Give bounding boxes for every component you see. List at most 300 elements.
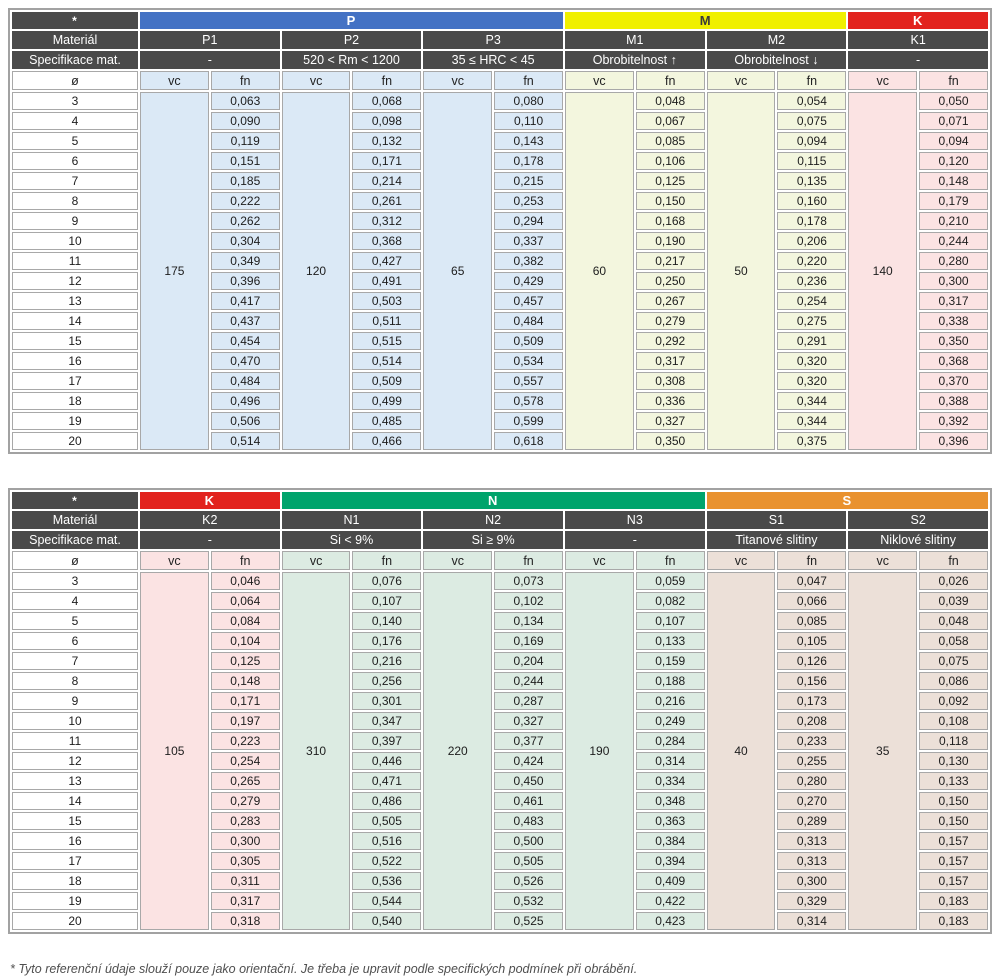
fn-value-P2-d8: 0,261 [352,192,421,210]
diameter-cell-19: 19 [12,892,138,910]
material-group-S2: S2 [848,511,988,529]
fn-value-S2-d9: 0,092 [919,692,988,710]
fn-value-K1-d12: 0,300 [919,272,988,290]
top-table [8,8,992,454]
vc-header-M1: vc [565,71,634,90]
fn-value-S2-d15: 0,150 [919,812,988,830]
fn-value-K2-d20: 0,318 [211,912,280,930]
fn-value-S1-d5: 0,085 [777,612,846,630]
fn-value-N3-d4: 0,082 [636,592,705,610]
diameter-cell-15: 15 [12,332,138,350]
fn-value-N2-d11: 0,377 [494,732,563,750]
fn-header-P3: fn [494,71,563,90]
fn-value-N1-d19: 0,544 [352,892,421,910]
fn-value-K1-d14: 0,338 [919,312,988,330]
fn-value-K2-d9: 0,171 [211,692,280,710]
fn-value-M1-d16: 0,317 [636,352,705,370]
fn-value-N1-d11: 0,397 [352,732,421,750]
diameter-cell-16: 16 [12,832,138,850]
material-group-M2: M2 [707,31,847,49]
diameter-cell-10: 10 [12,232,138,250]
diameter-cell-9: 9 [12,692,138,710]
fn-value-S2-d3: 0,026 [919,572,988,590]
corner-asterisk: * [12,12,138,29]
fn-value-K2-d12: 0,254 [211,752,280,770]
fn-value-M2-d7: 0,135 [777,172,846,190]
diameter-cell-4: 4 [12,112,138,130]
fn-value-N1-d5: 0,140 [352,612,421,630]
fn-value-M2-d14: 0,275 [777,312,846,330]
diameter-cell-12: 12 [12,752,138,770]
fn-value-P3-d12: 0,429 [494,272,563,290]
fn-value-S2-d12: 0,130 [919,752,988,770]
category-band-N: N [282,492,705,509]
fn-value-M2-d10: 0,206 [777,232,846,250]
vc-header-N1: vc [282,551,351,570]
fn-value-N1-d18: 0,536 [352,872,421,890]
fn-value-K2-d11: 0,223 [211,732,280,750]
fn-value-K1-d11: 0,280 [919,252,988,270]
diameter-cell-12: 12 [12,272,138,290]
fn-value-N2-d12: 0,424 [494,752,563,770]
fn-value-K2-d19: 0,317 [211,892,280,910]
fn-value-M1-d11: 0,217 [636,252,705,270]
fn-value-N2-d5: 0,134 [494,612,563,630]
fn-value-P2-d11: 0,427 [352,252,421,270]
fn-value-K2-d14: 0,279 [211,792,280,810]
material-group-P3: P3 [423,31,563,49]
fn-value-S1-d13: 0,280 [777,772,846,790]
fn-value-P3-d11: 0,382 [494,252,563,270]
vc-value-K1: 140 [848,92,917,450]
fn-header-K1: fn [919,71,988,90]
fn-value-S1-d14: 0,270 [777,792,846,810]
material-group-S1: S1 [707,511,847,529]
fn-value-P1-d20: 0,514 [211,432,280,450]
fn-value-P1-d16: 0,470 [211,352,280,370]
fn-value-P3-d10: 0,337 [494,232,563,250]
fn-value-M2-d18: 0,344 [777,392,846,410]
diameter-cell-8: 8 [12,192,138,210]
fn-value-K1-d4: 0,071 [919,112,988,130]
fn-value-N2-d8: 0,244 [494,672,563,690]
fn-value-N1-d17: 0,522 [352,852,421,870]
fn-value-N1-d4: 0,107 [352,592,421,610]
diameter-cell-5: 5 [12,612,138,630]
fn-value-N2-d10: 0,327 [494,712,563,730]
vc-header-S1: vc [707,551,776,570]
fn-value-N3-d13: 0,334 [636,772,705,790]
material-spec-M2: Obrobitelnost ↓ [707,51,847,69]
diameter-cell-18: 18 [12,392,138,410]
fn-value-S2-d8: 0,086 [919,672,988,690]
fn-value-M1-d9: 0,168 [636,212,705,230]
vc-value-K2: 105 [140,572,209,930]
fn-value-M2-d12: 0,236 [777,272,846,290]
fn-value-P2-d13: 0,503 [352,292,421,310]
fn-value-K1-d6: 0,120 [919,152,988,170]
fn-value-K2-d13: 0,265 [211,772,280,790]
diameter-cell-18: 18 [12,872,138,890]
fn-value-M2-d6: 0,115 [777,152,846,170]
fn-value-M1-d3: 0,048 [636,92,705,110]
fn-value-P2-d14: 0,511 [352,312,421,330]
fn-value-P3-d4: 0,110 [494,112,563,130]
fn-value-P1-d5: 0,119 [211,132,280,150]
bottom-table [8,488,992,934]
fn-value-M1-d7: 0,125 [636,172,705,190]
diameter-cell-17: 17 [12,852,138,870]
fn-value-P1-d10: 0,304 [211,232,280,250]
data-row-d3 [12,92,988,110]
fn-value-P2-d7: 0,214 [352,172,421,190]
fn-value-N2-d14: 0,461 [494,792,563,810]
fn-value-N3-d6: 0,133 [636,632,705,650]
fn-value-N3-d12: 0,314 [636,752,705,770]
fn-value-P3-d8: 0,253 [494,192,563,210]
fn-value-P2-d9: 0,312 [352,212,421,230]
fn-value-K2-d10: 0,197 [211,712,280,730]
vc-value-S2: 35 [848,572,917,930]
fn-value-K2-d4: 0,064 [211,592,280,610]
fn-value-P2-d12: 0,491 [352,272,421,290]
fn-value-P3-d5: 0,143 [494,132,563,150]
material-group-P1: P1 [140,31,280,49]
diameter-cell-8: 8 [12,672,138,690]
fn-value-N2-d4: 0,102 [494,592,563,610]
fn-value-M1-d19: 0,327 [636,412,705,430]
vc-header-N3: vc [565,551,634,570]
fn-value-P2-d18: 0,499 [352,392,421,410]
material-spec-K1: - [848,51,988,69]
material-spec-N3: - [565,531,705,549]
fn-value-N1-d12: 0,446 [352,752,421,770]
diameter-cell-6: 6 [12,152,138,170]
material-spec-S1: Titanové slitiny [707,531,847,549]
fn-value-S1-d11: 0,233 [777,732,846,750]
vc-value-P1: 175 [140,92,209,450]
fn-value-S2-d4: 0,039 [919,592,988,610]
fn-value-M2-d3: 0,054 [777,92,846,110]
material-group-K2: K2 [140,511,280,529]
material-row-label: Materiál [12,31,138,49]
category-band-P: P [140,12,563,29]
fn-value-M1-d6: 0,106 [636,152,705,170]
fn-value-N1-d9: 0,301 [352,692,421,710]
fn-value-M2-d8: 0,160 [777,192,846,210]
fn-value-M1-d10: 0,190 [636,232,705,250]
fn-value-N2-d18: 0,526 [494,872,563,890]
fn-value-N1-d7: 0,216 [352,652,421,670]
fn-value-N1-d15: 0,505 [352,812,421,830]
material-row-label: Materiál [12,511,138,529]
fn-value-K2-d5: 0,084 [211,612,280,630]
fn-value-P1-d6: 0,151 [211,152,280,170]
fn-value-M1-d5: 0,085 [636,132,705,150]
vc-header-P2: vc [282,71,351,90]
fn-value-K1-d16: 0,368 [919,352,988,370]
fn-value-S1-d16: 0,313 [777,832,846,850]
vc-value-M2: 50 [707,92,776,450]
fn-value-S1-d17: 0,313 [777,852,846,870]
fn-value-S1-d9: 0,173 [777,692,846,710]
diameter-cell-10: 10 [12,712,138,730]
fn-value-K2-d15: 0,283 [211,812,280,830]
fn-value-N3-d18: 0,409 [636,872,705,890]
diameter-cell-9: 9 [12,212,138,230]
fn-value-S1-d8: 0,156 [777,672,846,690]
diameter-cell-15: 15 [12,812,138,830]
fn-value-S2-d19: 0,183 [919,892,988,910]
fn-value-S1-d18: 0,300 [777,872,846,890]
fn-value-P2-d6: 0,171 [352,152,421,170]
fn-value-N3-d9: 0,216 [636,692,705,710]
material-spec-N1: Si < 9% [282,531,422,549]
fn-value-K2-d16: 0,300 [211,832,280,850]
fn-value-K2-d18: 0,311 [211,872,280,890]
fn-value-N3-d17: 0,394 [636,852,705,870]
fn-value-P1-d7: 0,185 [211,172,280,190]
fn-value-P3-d17: 0,557 [494,372,563,390]
fn-value-M1-d4: 0,067 [636,112,705,130]
fn-value-K1-d19: 0,392 [919,412,988,430]
vc-header-S2: vc [848,551,917,570]
diameter-cell-17: 17 [12,372,138,390]
fn-value-P2-d19: 0,485 [352,412,421,430]
fn-value-S1-d3: 0,047 [777,572,846,590]
diameter-cell-16: 16 [12,352,138,370]
fn-value-N1-d6: 0,176 [352,632,421,650]
spec-row-label: Specifikace mat. [12,51,138,69]
fn-value-N2-d6: 0,169 [494,632,563,650]
fn-value-P1-d11: 0,349 [211,252,280,270]
fn-value-S1-d4: 0,066 [777,592,846,610]
diameter-cell-19: 19 [12,412,138,430]
fn-value-K1-d5: 0,094 [919,132,988,150]
fn-value-P3-d15: 0,509 [494,332,563,350]
fn-value-P3-d6: 0,178 [494,152,563,170]
fn-value-K2-d3: 0,046 [211,572,280,590]
fn-value-N3-d3: 0,059 [636,572,705,590]
fn-value-S1-d6: 0,105 [777,632,846,650]
fn-value-K2-d8: 0,148 [211,672,280,690]
fn-value-K1-d7: 0,148 [919,172,988,190]
fn-value-S1-d7: 0,126 [777,652,846,670]
category-band-M: M [565,12,846,29]
fn-value-K1-d8: 0,179 [919,192,988,210]
vc-value-N1: 310 [282,572,351,930]
fn-value-M2-d13: 0,254 [777,292,846,310]
fn-value-M2-d11: 0,220 [777,252,846,270]
fn-value-N3-d5: 0,107 [636,612,705,630]
fn-header-M1: fn [636,71,705,90]
fn-value-K1-d20: 0,396 [919,432,988,450]
diameter-cell-3: 3 [12,572,138,590]
fn-value-M2-d19: 0,344 [777,412,846,430]
fn-value-P1-d13: 0,417 [211,292,280,310]
data-row-d3 [12,572,988,590]
fn-header-N3: fn [636,551,705,570]
fn-value-M2-d20: 0,375 [777,432,846,450]
fn-value-N3-d15: 0,363 [636,812,705,830]
diameter-cell-11: 11 [12,252,138,270]
diameter-cell-4: 4 [12,592,138,610]
fn-value-M1-d14: 0,279 [636,312,705,330]
fn-value-N2-d20: 0,525 [494,912,563,930]
diameter-cell-20: 20 [12,432,138,450]
material-group-N2: N2 [423,511,563,529]
fn-header-P2: fn [352,71,421,90]
fn-value-S2-d13: 0,133 [919,772,988,790]
diameter-cell-14: 14 [12,792,138,810]
fn-value-S1-d12: 0,255 [777,752,846,770]
fn-value-S2-d16: 0,157 [919,832,988,850]
fn-header-P1: fn [211,71,280,90]
vc-header-N2: vc [423,551,492,570]
fn-value-K2-d7: 0,125 [211,652,280,670]
fn-value-P3-d20: 0,618 [494,432,563,450]
fn-value-N2-d15: 0,483 [494,812,563,830]
vc-value-S1: 40 [707,572,776,930]
vc-value-N2: 220 [423,572,492,930]
fn-value-P1-d19: 0,506 [211,412,280,430]
fn-header-M2: fn [777,71,846,90]
category-band-K: K [140,492,280,509]
fn-value-P3-d3: 0,080 [494,92,563,110]
material-group-K1: K1 [848,31,988,49]
fn-value-S2-d11: 0,118 [919,732,988,750]
material-group-N1: N1 [282,511,422,529]
material-spec-P1: - [140,51,280,69]
fn-value-N3-d19: 0,422 [636,892,705,910]
fn-value-P1-d3: 0,063 [211,92,280,110]
fn-value-S1-d15: 0,289 [777,812,846,830]
fn-value-K1-d18: 0,388 [919,392,988,410]
diameter-cell-7: 7 [12,652,138,670]
spec-row-label: Specifikace mat. [12,531,138,549]
fn-header-K2: fn [211,551,280,570]
vc-value-P3: 65 [423,92,492,450]
fn-value-S2-d17: 0,157 [919,852,988,870]
fn-value-P1-d14: 0,437 [211,312,280,330]
fn-value-S2-d6: 0,058 [919,632,988,650]
fn-value-P1-d17: 0,484 [211,372,280,390]
fn-value-M2-d4: 0,075 [777,112,846,130]
fn-value-K2-d6: 0,104 [211,632,280,650]
fn-value-P1-d12: 0,396 [211,272,280,290]
fn-value-N1-d10: 0,347 [352,712,421,730]
tables-container [8,8,992,934]
fn-value-M1-d15: 0,292 [636,332,705,350]
diameter-cell-7: 7 [12,172,138,190]
footnote: * Tyto referenční údaje slouží pouze jako orientační. Je třeba je upravit podle specifických podmínek při obrábění. [10,962,638,976]
fn-value-M2-d16: 0,320 [777,352,846,370]
fn-value-P3-d13: 0,457 [494,292,563,310]
fn-value-N1-d16: 0,516 [352,832,421,850]
category-band-S: S [707,492,988,509]
fn-value-S2-d18: 0,157 [919,872,988,890]
fn-value-N3-d10: 0,249 [636,712,705,730]
fn-value-M2-d5: 0,094 [777,132,846,150]
fn-value-N2-d3: 0,073 [494,572,563,590]
diameter-cell-5: 5 [12,132,138,150]
fn-value-P1-d18: 0,496 [211,392,280,410]
category-band-K: K [848,12,988,29]
fn-value-S1-d20: 0,314 [777,912,846,930]
fn-value-K1-d13: 0,317 [919,292,988,310]
fn-value-N3-d11: 0,284 [636,732,705,750]
diameter-cell-3: 3 [12,92,138,110]
fn-value-P3-d9: 0,294 [494,212,563,230]
diameter-header: ø [12,71,138,90]
diameter-cell-14: 14 [12,312,138,330]
fn-value-N3-d8: 0,188 [636,672,705,690]
fn-value-P1-d4: 0,090 [211,112,280,130]
fn-value-N1-d13: 0,471 [352,772,421,790]
diameter-cell-11: 11 [12,732,138,750]
fn-value-K2-d17: 0,305 [211,852,280,870]
fn-value-M1-d8: 0,150 [636,192,705,210]
fn-value-N3-d14: 0,348 [636,792,705,810]
fn-value-N2-d17: 0,505 [494,852,563,870]
fn-header-N2: fn [494,551,563,570]
fn-value-N2-d7: 0,204 [494,652,563,670]
vc-value-P2: 120 [282,92,351,450]
fn-value-P3-d18: 0,578 [494,392,563,410]
fn-header-N1: fn [352,551,421,570]
fn-value-M1-d12: 0,250 [636,272,705,290]
fn-value-M2-d9: 0,178 [777,212,846,230]
diameter-cell-13: 13 [12,292,138,310]
material-group-N3: N3 [565,511,705,529]
fn-value-P2-d20: 0,466 [352,432,421,450]
fn-value-M2-d15: 0,291 [777,332,846,350]
vc-value-N3: 190 [565,572,634,930]
fn-value-S2-d20: 0,183 [919,912,988,930]
fn-value-K1-d10: 0,244 [919,232,988,250]
fn-value-P2-d16: 0,514 [352,352,421,370]
fn-value-N2-d13: 0,450 [494,772,563,790]
fn-value-S2-d10: 0,108 [919,712,988,730]
fn-value-N2-d19: 0,532 [494,892,563,910]
diameter-cell-13: 13 [12,772,138,790]
fn-header-S1: fn [777,551,846,570]
vc-header-K1: vc [848,71,917,90]
material-spec-P3: 35 ≤ HRC < 45 [423,51,563,69]
vc-header-P3: vc [423,71,492,90]
fn-header-S2: fn [919,551,988,570]
fn-value-N1-d8: 0,256 [352,672,421,690]
fn-value-S1-d10: 0,208 [777,712,846,730]
material-spec-P2: 520 < Rm < 1200 [282,51,422,69]
material-spec-M1: Obrobitelnost ↑ [565,51,705,69]
fn-value-P2-d17: 0,509 [352,372,421,390]
fn-value-N1-d20: 0,540 [352,912,421,930]
material-spec-N2: Si ≥ 9% [423,531,563,549]
vc-header-P1: vc [140,71,209,90]
fn-value-N2-d16: 0,500 [494,832,563,850]
diameter-cell-6: 6 [12,632,138,650]
fn-value-P1-d8: 0,222 [211,192,280,210]
fn-value-N3-d16: 0,384 [636,832,705,850]
fn-value-S2-d14: 0,150 [919,792,988,810]
fn-value-P2-d15: 0,515 [352,332,421,350]
fn-value-M1-d20: 0,350 [636,432,705,450]
fn-value-P2-d3: 0,068 [352,92,421,110]
fn-value-P2-d5: 0,132 [352,132,421,150]
vc-value-M1: 60 [565,92,634,450]
fn-value-N3-d7: 0,159 [636,652,705,670]
